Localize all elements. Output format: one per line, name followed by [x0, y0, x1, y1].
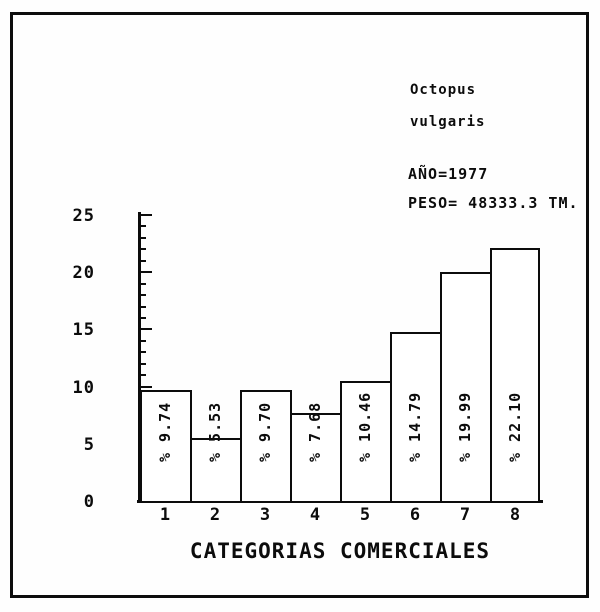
bar-value-label-8: % 22.10 [506, 391, 524, 462]
y-minor-tick [141, 340, 146, 342]
bar-value-label-4: % 7.68 [306, 401, 324, 462]
bar-value-label-5: % 10.46 [356, 391, 374, 462]
y-tick-label: 25 [72, 206, 95, 226]
x-tick-label-8: 8 [509, 505, 521, 525]
page-border-frame [10, 12, 589, 598]
y-tick-label: 10 [72, 378, 95, 398]
y-minor-tick [141, 374, 146, 376]
annotation-species-genus: Octopus [410, 82, 477, 98]
bar-value-label-3: % 9.70 [256, 401, 274, 462]
bar-chart-plot-area [13, 15, 600, 612]
x-tick-label-2: 2 [209, 505, 221, 525]
y-minor-tick [141, 306, 146, 308]
x-tick-label-7: 7 [459, 505, 471, 525]
y-tick-label: 0 [83, 492, 95, 512]
y-major-tick [141, 271, 152, 273]
x-tick-label-3: 3 [259, 505, 271, 525]
y-minor-tick [141, 260, 146, 262]
y-minor-tick [141, 363, 146, 365]
y-major-tick [141, 386, 152, 388]
y-minor-tick [141, 225, 146, 227]
annotation-total-weight: PESO= 48333.3 TM. [408, 194, 579, 212]
bar-value-label-7: % 19.99 [456, 391, 474, 462]
bar-value-label-6: % 14.79 [406, 391, 424, 462]
y-minor-tick [141, 351, 146, 353]
x-tick-label-1: 1 [159, 505, 171, 525]
bar-value-label-2: % 5.53 [206, 401, 224, 462]
y-minor-tick [141, 283, 146, 285]
annotation-species-epithet: vulgaris [410, 114, 486, 130]
y-tick-label: 15 [72, 320, 95, 340]
x-axis-title: CATEGORIAS COMERCIALES [189, 539, 491, 563]
bar-category-7 [440, 272, 492, 503]
y-major-tick [141, 214, 152, 216]
y-major-tick [141, 328, 152, 330]
x-tick-label-4: 4 [309, 505, 321, 525]
y-tick-label: 20 [72, 263, 95, 283]
y-minor-tick [141, 248, 146, 250]
y-minor-tick [141, 317, 146, 319]
bar-category-8 [490, 248, 540, 503]
y-minor-tick [141, 294, 146, 296]
x-tick-label-6: 6 [409, 505, 421, 525]
bar-value-label-1: % 9.74 [156, 401, 174, 462]
annotation-year: AÑO=1977 [408, 165, 489, 183]
y-minor-tick [141, 237, 146, 239]
y-tick-label: 5 [83, 435, 95, 455]
x-tick-label-5: 5 [359, 505, 371, 525]
